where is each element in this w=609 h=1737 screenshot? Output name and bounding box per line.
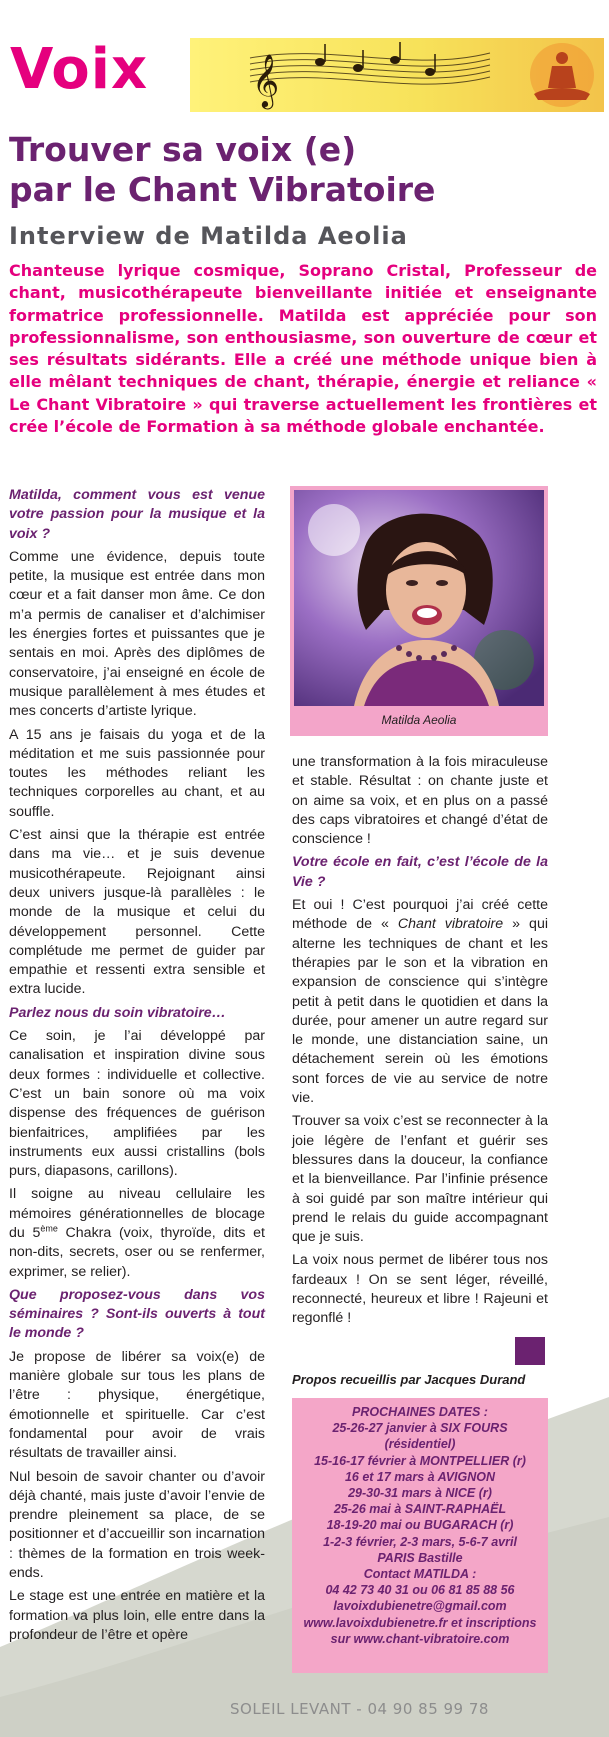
right-column [292, 753, 548, 1333]
date-line: 16 et 17 mars à AVIGNON [344, 1469, 496, 1484]
answer-paragraph: A 15 ans je faisais du yoga et de la méditation et me suis passionnée pour toutes les méthodes reliant les techniques corporelles au chant, et au souffle. [9, 726, 265, 820]
contact-email: lavoixdubienetre@gmail.com [333, 1599, 507, 1614]
question-4: Votre école en fait, c’est l’école de la Vie ? [292, 854, 548, 890]
page-footer: SOLEIL LEVANT - 04 90 85 99 78 [230, 1700, 489, 1718]
section-title: Voix [10, 37, 149, 102]
date-line: (résidentiel) [384, 1437, 456, 1452]
portrait-photo-frame [290, 486, 548, 736]
answer-paragraph: une transformation à la fois miraculeuse et stable. Résultat : on chante juste et on aime sa voix, et en plus on a passé des caps vibratoires et changé d’état de conscience ! [292, 754, 548, 848]
title-line-2: par le Chant Vibratoire [9, 170, 436, 209]
dates-box [292, 1398, 548, 1673]
contact-heading: Contact MATILDA : [363, 1567, 477, 1582]
answer-paragraph: La voix nous permet de libérer tous nos fardeaux ! On se sent léger, réveillé, reconnecté, heureux et libre ! Rajeuni et regonflé ! [292, 1252, 548, 1327]
article-subtitle: Interview de Matilda Aeolia [9, 222, 408, 250]
music-meditation-illustration [190, 38, 604, 112]
date-line: 15-16-17 février à MONTPELLIER (r) [314, 1453, 526, 1468]
question-3: Que proposez-vous dans vos séminaires ? Sont-ils ouverts à tout le monde ? [9, 1286, 265, 1342]
question-1: Matilda, comment vous est venue votre passion pour la musique et la voix ? [9, 487, 265, 542]
date-line: 29-30-31 mars à NICE (r) [348, 1486, 492, 1501]
photo-caption: Matilda Aeolia [381, 713, 457, 727]
date-line: 18-19-20 mai ou BUGARACH (r) [326, 1518, 514, 1533]
emphasis: Chant vibratoire [397, 916, 504, 933]
answer-paragraph: C’est ainsi que la thérapie est entrée dans ma vie… et je suis devenue musicothérapeute. Rejoignant ainsi deux univers jusque-là parallèles : le monde de la musique et celui du développement personnel. Cette complétude me permet de guider par empathie et ressenti extra sensible et extra lucide. [9, 827, 265, 998]
answer-paragraph: Le stage est une entrée en matière et la formation va plus loin, elle entre dans la profondeur de l’être et opère [9, 1588, 265, 1643]
date-line: 25-26-27 janvier à SIX FOURS [332, 1421, 508, 1436]
end-mark [515, 1337, 545, 1365]
date-line: 25-26 mai à SAINT-RAPHAËL [333, 1502, 507, 1517]
portrait-photo [294, 490, 544, 706]
answer-paragraph: Trouver sa voix c’est se reconnecter à la joie légère de l’enfant et guérir ses blessures dans la douceur, la confiance et la bienveillance. Par l’infinie présence à soi guidé par son maître intérieur qui prend le relais du guide accompagnant que je suis. [292, 1113, 548, 1246]
dates-heading: PROCHAINES DATES : [352, 1405, 488, 1419]
date-line: PARIS Bastille [377, 1550, 463, 1565]
answer-paragraph [292, 896, 548, 1108]
left-column [9, 486, 265, 1649]
superscript: ème [40, 1223, 58, 1234]
article-title [9, 130, 599, 210]
title-line-1: Trouver sa voix (e) [9, 130, 357, 169]
interview-credit: Propos recueillis par Jacques Durand [292, 1372, 526, 1387]
answer-paragraph: Comme une évidence, depuis toute petite, la musique est entrée dans mon cœur et a fait danser mon âme. Ce don m’a permis de canaliser et d’alchimiser les énergies fortes et puissantes que je sentais en moi. Après des diplômes de conservatoire, j’ai enseigné en école de musique parallèlement à mes études et mes concerts d’artiste lyrique. [9, 548, 265, 720]
text-span: Chakra (voix, thyroïde, dits et non-dits, secrets, oser ou se renfermer, exprimer, se relier). [9, 1224, 265, 1280]
answer-paragraph: Nul besoin de savoir chanter ou d’avoir déjà chanté, mais juste d’avoir l’envie de prendre pleinement sa place, de se positionner et d’accueillir son incarnation : thèmes de la formation en trois week-ends. [9, 1468, 265, 1582]
contact-website: www.lavoixdubienetre.fr et inscriptions [303, 1615, 537, 1630]
question-2: Parlez nous du soin vibratoire… [9, 1004, 226, 1021]
text-span: Et oui ! C’est pourquoi j’ai créé cette méthode de « [292, 897, 548, 933]
intro-paragraph: Chanteuse lyrique cosmique, Soprano Cristal, Professeur de chant, musicothérapeute bienveillante initiée et enseignante formatrice professionnelle. Matilda est appréciée pour son professionnalisme, son enthousiasme, son ouverture de cœur et ses résultats sidérants. Elle a créé une méthode unique bien à elle mêlant techniques de chant, thérapie, énergie et reliance « Le Chant Vibratoire » qui traverse actuellement les frontières et crée l’école de Formation à sa méthode globale enchantée. [9, 261, 597, 437]
text-span: Il soigne au niveau cellulaire les mémoires générationnelles de blocage du 5 [9, 1186, 265, 1241]
answer-paragraph [9, 1185, 265, 1281]
contact-phones: 04 42 73 40 31 ou 06 81 85 88 56 [325, 1583, 515, 1598]
contact-website: sur www.chant-vibratoire.com [330, 1631, 510, 1646]
text-span: » qui alterne les techniques de chant et les thérapies par le son et la vibration en expansion de conscience qui s’intègre petit à petit dans le quotidien et dans la durée, pour amener un autre regard sur le monde, une distanciation saine, un détachement serein où les émotions sont forces de vie au service de notre vie. [292, 916, 548, 1107]
treble-clef-icon: 𝄞 [252, 53, 280, 107]
answer-paragraph: Ce soin, je l’ai développé par canalisation et inspiration divine sous deux formes : individuelle et collective. C’est un bain sonore où ma voix dispense des fréquences de guérison bienfaitrices, amplifiées par les instruments eux aussi cristallins (bols purs, diapasons, carillons). [9, 1028, 265, 1180]
header-banner-image [190, 38, 604, 112]
date-line: 1-2-3 février, 2-3 mars, 5-6-7 avril [323, 1534, 517, 1549]
answer-paragraph: Je propose de libérer sa voix(e) de manière globale sur tous les plans de l’être : physique, énergétique, émotionnelle et spirituelle. Car c’est fondamental pour avoir de vrais résultats de travailler ainsi. [9, 1348, 265, 1462]
